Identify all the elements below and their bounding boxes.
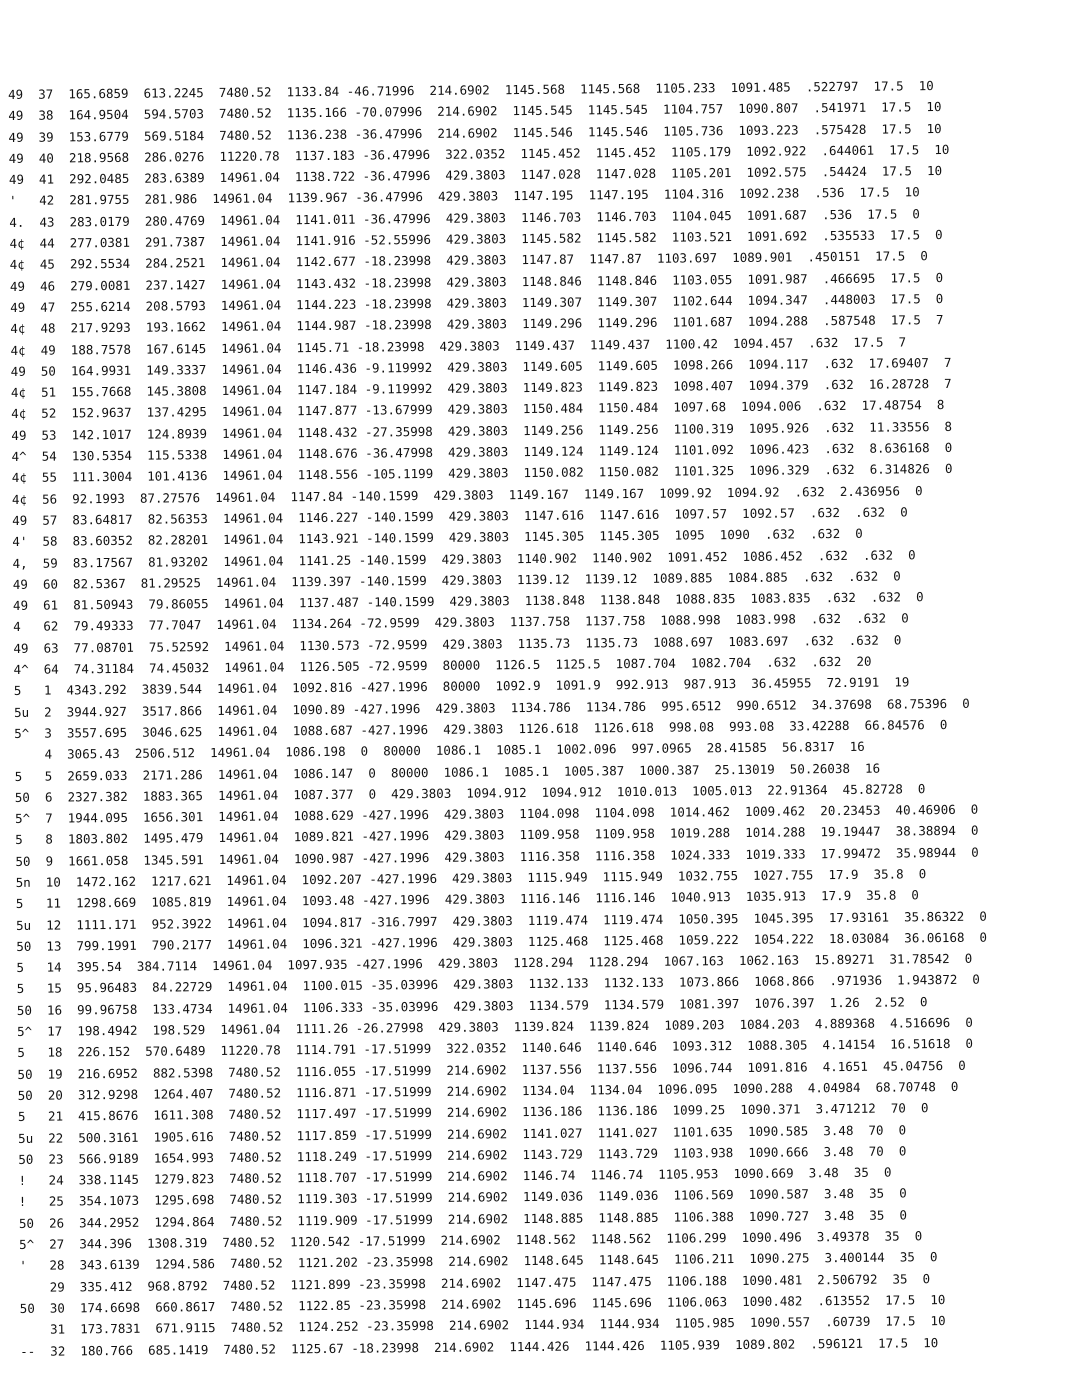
data-row: 50 6 2327.382 1883.365 14961.04 1087.377 0 429.3803 1094.912 1094.912 1010.013 1005.013 22.91364 45.82728 0	[14, 781, 926, 805]
data-row: 49 39 153.6779 569.5184 7480.52 1136.238 -36.47996 214.6902 1145.546 1145.546 1105.736 1093.223 .575428 17.5 10	[8, 120, 942, 145]
data-row: 4¢ 52 152.9637 137.4295 14961.04 1147.877 -13.67999 429.3803 1150.484 1150.484 1097.68 1094.006 .632 17.48754 8	[11, 397, 945, 422]
data-row: 5^ 3 3557.695 3046.625 14961.04 1088.687 -427.1996 429.3803 1126.618 1126.618 998.08 993.08 33.42288 66.84576 0	[14, 716, 948, 741]
data-row: 49 38 164.9504 594.5703 7480.52 1135.166 -70.07996 214.6902 1145.545 1145.545 1104.757 1090.807 .541971 17.5 10	[8, 99, 942, 124]
data-listing	[8, 74, 1066, 1362]
data-row: 29 335.412 968.8792 7480.52 1121.899 -23.35998 214.6902 1147.475 1147.475 1106.188 1090.481 2.506792 35 0	[19, 1270, 931, 1295]
data-row: 5 8 1803.802 1495.479 14961.04 1089.821 -427.1996 429.3803 1109.958 1109.958 1019.288 1014.288 19.19447 38.38894 0	[15, 823, 979, 848]
data-row: 49 41 292.0485 283.6389 14961.04 1138.722 -36.47996 429.3803 1147.028 1147.028 1105.201 1092.575 .54424 17.5 10	[8, 163, 943, 188]
data-row: 5u 2 3944.927 3517.866 14961.04 1090.89 -427.1996 429.3803 1134.786 1134.786 995.6512 990.6512 34.37698 68.75396 0	[13, 695, 970, 720]
data-row: 5 15 95.96483 84.22729 14961.04 1100.015 -35.03996 429.3803 1132.133 1132.133 1073.866 1068.866 .971936 1.943872 0	[16, 972, 980, 997]
data-row: 4. 43 283.0179 280.4769 14961.04 1141.011 -36.47996 429.3803 1146.703 1146.703 1104.045 1091.687 .536 17.5 0	[9, 206, 920, 230]
data-row: 5 1 4343.292 3839.544 14961.04 1092.816 -427.1996 80000 1092.9 1091.9 992.913 987.913 36.45955 72.9191 19	[13, 674, 910, 699]
data-row: 49 40 218.9568 286.0276 11220.78 1137.183 -36.47996 322.0352 1145.452 1145.452 1105.179 1092.922 .644061 17.5 10	[8, 141, 950, 166]
data-row: 4¢ 45 292.5534 284.2521 14961.04 1142.677 -18.23998 429.3803 1147.87 1147.87 1103.697 1089.901 .450151 17.5 0	[9, 248, 928, 273]
data-row: -- 32 180.766 685.1419 7480.52 1125.67 -18.23998 214.6902 1144.426 1144.426 1105.939 1089.802 .596121 17.5 10	[20, 1334, 939, 1359]
data-row: 5 11 1298.669 1085.819 14961.04 1093.48 -427.1996 429.3803 1116.146 1116.146 1040.913 1035.913 17.9 35.8 0	[15, 887, 919, 912]
data-row: 49 37 165.6859 613.2245 7480.52 1133.84 -46.71996 214.6902 1145.568 1145.568 1105.233 1091.485 .522797 17.5 10	[8, 78, 934, 102]
data-row: 4' 58 83.60352 82.28201 14961.04 1143.921 -140.1599 429.3803 1145.305 1145.305 1095 1090 .632 .632 0	[12, 526, 863, 550]
data-row: 49 46 279.0081 237.1427 14961.04 1143.432 -18.23998 429.3803 1148.846 1148.846 1103.055 1091.987 .466695 17.5 0	[9, 269, 944, 294]
data-row: 49 60 82.5367 81.29525 14961.04 1139.397 -140.1599 429.3803 1139.12 1139.12 1089.885 1084.885 .632 .632 0	[12, 568, 901, 592]
data-row: 5 18 226.152 570.6489 11220.78 1114.791 -17.51999 322.0352 1140.646 1140.646 1093.312 1088.305 4.14154 16.51618 0	[17, 1036, 974, 1061]
data-row: 5^ 27 344.396 1308.319 7480.52 1120.542 -17.51999 214.6902 1148.562 1148.562 1106.299 1090.496 3.49378 35 0	[19, 1228, 923, 1252]
data-row: 4^ 54 130.5354 115.5338 14961.04 1148.676 -36.47998 429.3803 1149.124 1149.124 1101.092 1096.423 .632 8.636168 0	[11, 439, 953, 465]
data-row: 5u 22 500.3161 1905.616 7480.52 1117.859 -17.51999 214.6902 1141.027 1141.027 1101.635 1090.585 3.48 70 0	[18, 1121, 907, 1146]
data-row: ' 42 281.9755 281.986 14961.04 1139.967 -36.47996 429.3803 1147.195 1147.195 1104.316 1092.238 .536 17.5 10	[9, 184, 920, 209]
data-row: 4, 59 83.17567 81.93202 14961.04 1141.25 -140.1599 429.3803 1140.902 1140.902 1091.452 1086.452 .632 .632 0	[12, 546, 916, 571]
data-row: 50 30 174.6698 660.8617 7480.52 1122.85 -23.35998 214.6902 1145.696 1145.696 1106.063 1090.482 .613552 17.5 10	[19, 1291, 946, 1316]
data-row: 50 20 312.9298 1264.407 7480.52 1116.871 -17.51999 214.6902 1134.04 1134.04 1096.095 1090.288 4.04984 68.70748 0	[17, 1078, 959, 1103]
data-row: ' 28 343.6139 1294.586 7480.52 1121.202 -23.35998 214.6902 1148.645 1148.645 1106.211 1090.275 3.400144 35 0	[19, 1249, 938, 1274]
data-row: 5^ 7 1944.095 1656.301 14961.04 1088.629 -427.1996 429.3803 1104.098 1104.098 1014.462 1009.462 20.23453 40.46906 0	[14, 801, 979, 827]
data-row: 5^ 17 198.4942 198.529 14961.04 1111.26 -26.27998 429.3803 1139.824 1139.824 1089.203 1084.203 4.889368 4.516696 0	[17, 1014, 973, 1040]
data-row: 49 57 83.64817 82.56353 14961.04 1146.227 -140.1599 429.3803 1147.616 1147.616 1097.57 1092.57 .632 .632 0	[12, 504, 908, 528]
data-row: 49 47 255.6214 208.5793 14961.04 1144.223 -18.23998 429.3803 1149.307 1149.307 1102.644 1094.347 .448003 17.5 0	[10, 291, 944, 315]
data-row: ! 25 354.1073 1295.698 7480.52 1119.303 -17.51999 214.6902 1149.036 1149.036 1106.569 1090.587 3.48 35 0	[18, 1185, 907, 1210]
data-row: 50 9 1661.058 1345.591 14961.04 1090.987 -427.1996 429.3803 1116.358 1116.358 1024.333 1019.333 17.99472 35.98944 0	[15, 844, 979, 869]
data-row: 31 173.7831 671.9115 7480.52 1124.252 -23.35998 214.6902 1144.934 1144.934 1105.985 1090.557 .60739 17.5 10	[19, 1313, 946, 1338]
data-row: 5n 10 1472.162 1217.621 14961.04 1092.207 -427.1996 429.3803 1115.949 1115.949 1032.755 1027.755 17.9 35.8 0	[15, 866, 927, 890]
data-row: 4¢ 51 155.7668 145.3808 14961.04 1147.184 -9.119992 429.3803 1149.823 1149.823 1098.407 1094.379 .632 16.28728 7	[10, 376, 952, 401]
data-row: 4^ 64 74.31184 74.45032 14961.04 1126.505 -72.9599 80000 1126.5 1125.5 1087.704 1082.704 .632 .632 20	[13, 653, 872, 677]
data-row: 50 16 99.96758 133.4734 14961.04 1106.333 -35.03996 429.3803 1134.579 1134.579 1081.397 1076.397 1.26 2.52 0	[16, 993, 928, 1018]
data-row: 4¢ 56 92.1993 87.27576 14961.04 1147.84 -140.1599 429.3803 1149.167 1149.167 1099.92 1094.92 .632 2.436956 0	[11, 482, 923, 507]
data-row: 4¢ 48 217.9293 193.1662 14961.04 1144.987 -18.23998 429.3803 1149.296 1149.296 1101.687 1094.288 .587548 17.5 7	[10, 312, 944, 337]
data-row: ! 24 338.1145 1279.823 7480.52 1118.707 -17.51999 214.6902 1146.74 1146.74 1105.953 1090.669 3.48 35 0	[18, 1164, 892, 1189]
data-row: 50 23 566.9189 1654.993 7480.52 1118.249 -17.51999 214.6902 1143.729 1143.729 1103.938 1090.666 3.48 70 0	[18, 1143, 907, 1167]
data-row: 49 53 142.1017 124.8939 14961.04 1148.432 -27.35998 429.3803 1149.256 1149.256 1100.319 1095.926 .632 11.33556 8	[11, 418, 953, 443]
data-row: 5 21 415.8676 1611.308 7480.52 1117.497 -17.51999 214.6902 1136.186 1136.186 1099.25 1090.371 3.471212 70 0	[17, 1100, 929, 1125]
data-row: 49 50 164.9931 149.3337 14961.04 1146.436 -9.119992 429.3803 1149.605 1149.605 1098.266 1094.117 .632 17.69407 7	[10, 354, 952, 379]
data-row: 4¢ 49 188.7578 167.6145 14961.04 1145.71 -18.23998 429.3803 1149.437 1149.437 1100.42 1094.457 .632 17.5 7	[10, 333, 907, 358]
data-row: 4¢ 55 111.3004 101.4136 14961.04 1148.556 -105.1199 429.3803 1150.082 1150.082 1101.325 1096.329 .632 6.314826 0	[11, 461, 953, 486]
data-row: 5 5 2659.033 2171.286 14961.04 1086.147 0 80000 1086.1 1085.1 1005.387 1000.387 25.13019 50.26038 16	[14, 760, 881, 784]
data-row: 4 62 79.49333 77.7047 14961.04 1134.264 -72.9599 429.3803 1137.758 1137.758 1088.998 1083.998 .632 .632 0	[13, 610, 909, 635]
data-row: 50 19 216.6952 882.5398 7480.52 1116.055 -17.51999 214.6902 1137.556 1137.556 1096.744 1091.816 4.1651 45.04756 0	[17, 1057, 966, 1082]
data-row: 49 61 81.50943 79.86055 14961.04 1137.487 -140.1599 429.3803 1138.848 1138.848 1088.835 1083.835 .632 .632 0	[12, 589, 924, 614]
data-row: 5u 12 1111.171 952.3922 14961.04 1094.817 -316.7997 429.3803 1119.474 1119.474 1050.395 1045.395 17.93161 35.86322 0	[16, 908, 987, 933]
data-row: 49 63 77.08701 75.52592 14961.04 1130.573 -72.9599 429.3803 1135.73 1135.73 1088.697 1083.697 .632 .632 0	[13, 632, 902, 656]
data-row: 4 3065.43 2506.512 14961.04 1086.198 0 80000 1086.1 1085.1 1002.096 997.0965 28.41585 56.8317 16	[14, 739, 865, 763]
data-row: 5 14 395.54 384.7114 14961.04 1097.935 -427.1996 429.3803 1128.294 1128.294 1067.163 1062.163 15.89271 31.78542 0	[16, 950, 973, 976]
data-row: 4¢ 44 277.0381 291.7387 14961.04 1141.916 -52.55996 429.3803 1145.582 1145.582 1103.521 1091.692 .535533 17.5 0	[9, 227, 943, 252]
data-row: 50 26 344.2952 1294.864 7480.52 1119.909 -17.51999 214.6902 1148.885 1148.885 1106.388 1090.727 3.48 35 0	[18, 1207, 907, 1231]
data-row: 50 13 799.1991 790.2177 14961.04 1096.321 -427.1996 429.3803 1125.468 1125.468 1059.222 1054.222 18.03084 36.06168 0	[16, 929, 988, 954]
